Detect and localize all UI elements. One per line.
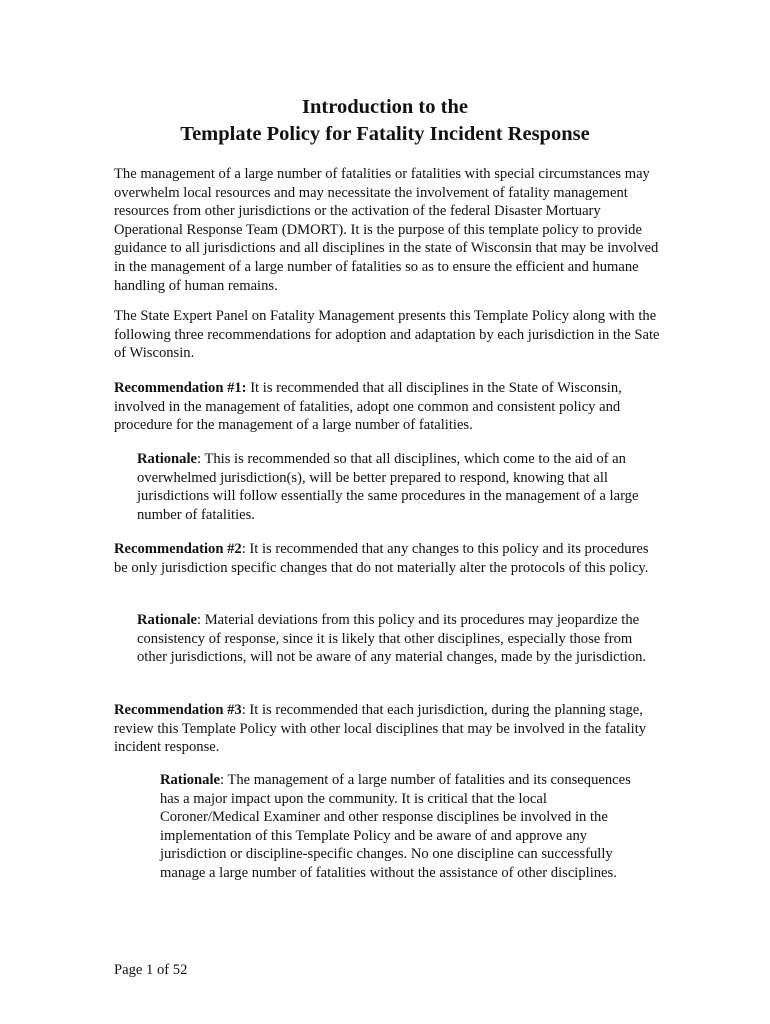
panel-paragraph: The State Expert Panel on Fatality Management presents this Template Policy along with the following three recommendations for adoption and adaptation by each jurisdiction in the Sate of Wisconsin. xyxy=(114,308,660,362)
page-number: Page 1 of 52 xyxy=(114,962,188,978)
intro-paragraph: The management of a large number of fatalities or fatalities with special circumstances may overwhelm local resources and may necessitate the involvement of fatality management resources from other jurisdictions or the activation of the federal Disaster Mortuary Operational Response Team (DMORT). It is the purpose of this template policy to provide guidance to all jurisdictions and all disciplines in the state of Wisconsin that may be involved in the management of a large number of fatalities so as to ensure the efficient and humane handling of human remains. xyxy=(114,166,659,294)
rationale-3 xyxy=(160,771,650,883)
rationale-1-text: : This is recommended so that all disciplines, which come to the aid of an overwhelmed jurisdiction(s), will be better prepared to respond, knowing that all jurisdictions will follow essentially the same procedures in the management of a large number of fatalities. xyxy=(137,451,639,523)
recommendation-3-text: : It is recommended that each jurisdiction, during the planning stage, review this Template Policy with other local disciplines that may be involved in the fatality incident response. xyxy=(114,702,647,756)
recommendation-2-text: : It is recommended that any changes to this policy and its procedures be only jurisdiction specific changes that do not materially alter the protocols of this policy. xyxy=(114,541,649,576)
recommendation-3-label: Recommendation #3 xyxy=(114,702,242,718)
document-title xyxy=(0,94,770,148)
title-line-1: Introduction to the xyxy=(302,96,468,118)
rationale-2-text: : Material deviations from this policy and its procedures may jeopardize the consistency of response, since it is likely that other disciplines, especially those from other jurisdictions, will not be aware of any material changes, made by the jurisdiction. xyxy=(137,612,647,666)
recommendation-1 xyxy=(114,379,660,435)
title-line-2: Template Policy for Fatality Incident Response xyxy=(180,123,590,145)
recommendation-1-label: Recommendation #1: xyxy=(114,380,247,396)
recommendation-3 xyxy=(114,701,660,757)
recommendation-2 xyxy=(114,540,660,577)
rationale-3-label: Rationale xyxy=(160,772,220,788)
rationale-1 xyxy=(137,450,660,524)
recommendation-2-label: Recommendation #2 xyxy=(114,541,242,557)
rationale-2-label: Rationale xyxy=(137,612,197,628)
recommendation-1-text: It is recommended that all disciplines in the State of Wisconsin, involved in the management of fatalities, adopt one common and consistent policy and procedure for the management of a large number of fatalities. xyxy=(114,380,622,434)
rationale-1-label: Rationale xyxy=(137,451,197,467)
rationale-3-text: : The management of a large number of fatalities and its consequences has a major impact upon the community. It is critical that the local Coroner/Medical Examiner and other response disciplines be involved in the implementation of this Template Policy and be aware of and approve any jurisdiction or discipline-specific changes. No one discipline can successfully manage a large number of fatalities without the assistance of other disciplines. xyxy=(160,772,631,881)
rationale-2 xyxy=(137,611,660,667)
